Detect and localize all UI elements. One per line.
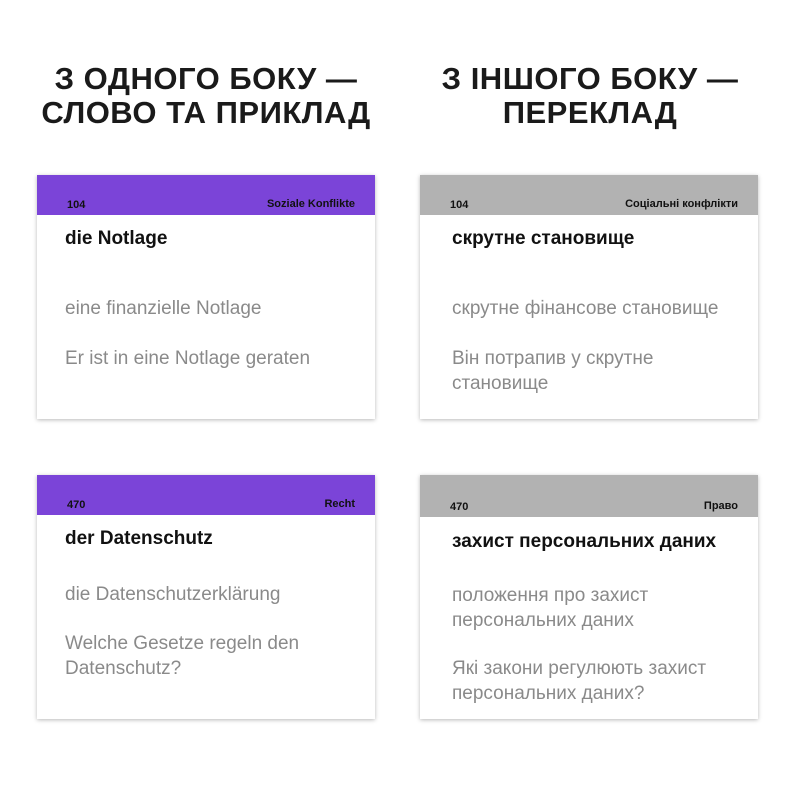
card-example: скрутне фінансове становище (452, 298, 719, 319)
card-term: захист персональних даних (452, 531, 717, 552)
card-header (420, 475, 758, 517)
card-term: скрутне становище (452, 228, 635, 249)
card-topic: Соціальні конфлікти (625, 198, 738, 210)
heading-line: З ОДНОГО БОКУ — (54, 61, 358, 96)
card-topic: Recht (324, 498, 355, 510)
flashcard-back (420, 475, 758, 719)
card-number: 470 (67, 499, 86, 511)
card-example: Які закони регулюють захист персональних даних? (452, 658, 707, 704)
card-example: Er ist in eine Notlage geraten (65, 348, 311, 369)
card-header (37, 175, 375, 215)
card-term: die Notlage (65, 228, 168, 249)
card-example: положення про захист персональних даних (452, 585, 649, 631)
card-topic: Право (703, 500, 738, 512)
heading-line: З ІНШОГО БОКУ — (441, 61, 739, 96)
card-number: 470 (450, 501, 469, 513)
card-header (37, 475, 375, 515)
card-example: die Datenschutzerklärung (65, 584, 281, 605)
heading-line: ПЕРЕКЛАД (502, 95, 678, 130)
heading-back-side (410, 62, 770, 130)
card-number: 104 (450, 199, 469, 211)
flashcard-back (420, 175, 758, 419)
heading-front-side (26, 62, 386, 130)
card-number: 104 (67, 199, 86, 211)
flashcard-front (37, 475, 375, 719)
heading-line: СЛОВО ТА ПРИКЛАД (41, 95, 371, 130)
card-term: der Datenschutz (65, 528, 213, 549)
card-example: Welche Gesetze regeln den Datenschutz? (65, 633, 300, 679)
card-example: Він потрапив у скрутне становище (452, 348, 654, 394)
card-header (420, 175, 758, 215)
card-example: eine finanzielle Notlage (65, 298, 262, 319)
card-topic: Soziale Konflikte (266, 198, 355, 210)
flashcard-front (37, 175, 375, 419)
